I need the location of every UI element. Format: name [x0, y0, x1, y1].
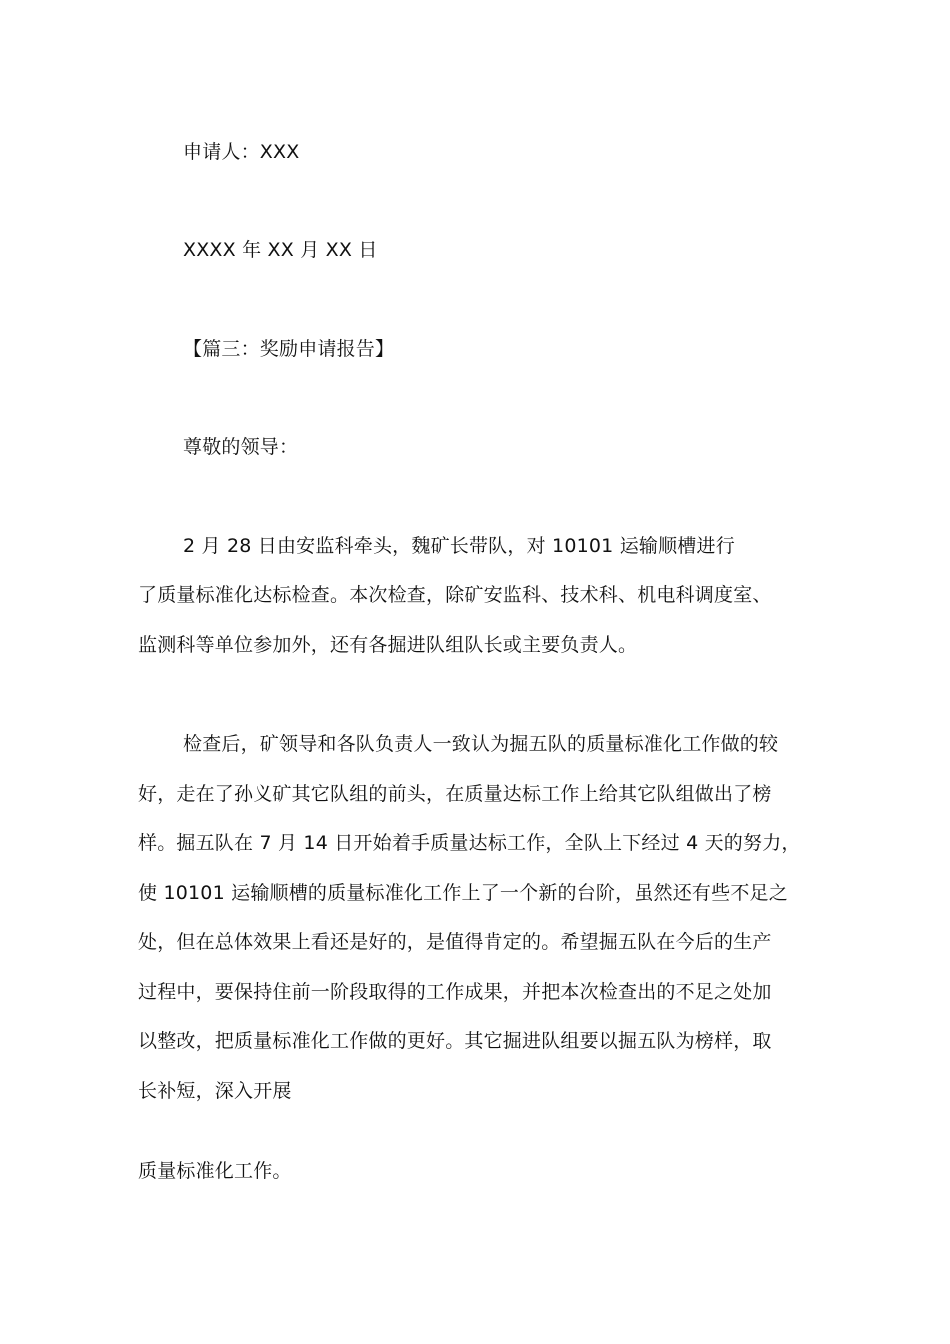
paragraph-line: 了质量标准化达标检查。本次检查，除矿安监科、技术科、机电科调度室、	[138, 584, 772, 606]
paragraph-line: 过程中，要保持住前一阶段取得的工作成果，并把本次检查出的不足之处加	[138, 981, 772, 1003]
paragraph-line: 2 月 28 日由安监科牵头，魏矿长带队，对 10101 运输顺槽进行	[183, 535, 735, 557]
salutation: 尊敬的领导：	[183, 436, 299, 458]
paragraph-line: 检查后，矿领导和各队负责人一致认为掘五队的质量标准化工作做的较	[183, 733, 779, 755]
date-line: XXXX 年 XX 月 XX 日	[183, 239, 378, 261]
paragraph-line: 样。掘五队在 7 月 14 日开始着手质量达标工作，全队上下经过 4 天的努力，	[138, 832, 801, 854]
applicant-line: 申请人：XXX	[183, 141, 300, 163]
paragraph-line: 以整改，把质量标准化工作做的更好。其它掘进队组要以掘五队为榜样，取	[138, 1030, 772, 1052]
paragraph-line: 质量标准化工作。	[138, 1160, 292, 1182]
section-title: 【篇三：奖励申请报告】	[183, 338, 395, 360]
paragraph-line: 使 10101 运输顺槽的质量标准化工作上了一个新的台阶，虽然还有些不足之	[138, 882, 788, 904]
paragraph-line: 长补短，深入开展	[138, 1080, 292, 1102]
paragraph-line: 好，走在了孙义矿其它队组的前头，在质量达标工作上给其它队组做出了榜	[138, 783, 772, 805]
paragraph-line: 监测科等单位参加外，还有各掘进队组队长或主要负责人。	[138, 634, 638, 656]
paragraph-line: 处，但在总体效果上看还是好的，是值得肯定的。希望掘五队在今后的生产	[138, 931, 772, 953]
